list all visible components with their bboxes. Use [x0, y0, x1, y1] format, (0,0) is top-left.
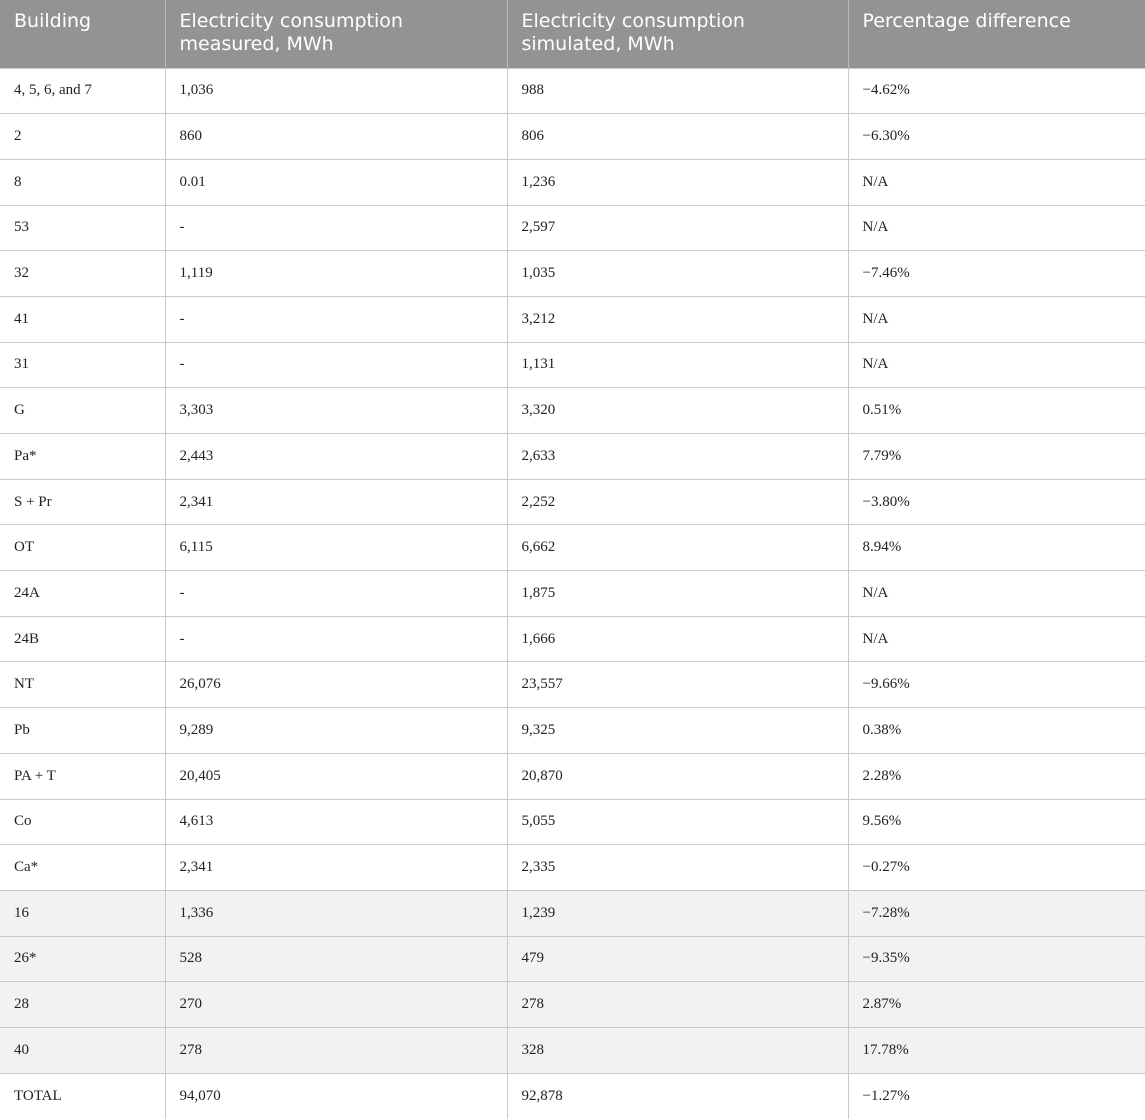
- cell-building: TOTAL: [0, 1073, 165, 1119]
- cell-building: PA + T: [0, 753, 165, 799]
- cell-percentage-difference: 7.79%: [848, 434, 1145, 480]
- table-row: [0, 251, 1145, 297]
- table-row: [0, 708, 1145, 754]
- cell-simulated: 1,239: [507, 890, 848, 936]
- table-row: [0, 890, 1145, 936]
- cell-building: 28: [0, 982, 165, 1028]
- cell-building: 53: [0, 205, 165, 251]
- cell-building: 31: [0, 342, 165, 388]
- cell-simulated: 1,875: [507, 571, 848, 617]
- cell-simulated: 6,662: [507, 525, 848, 571]
- table-row: [0, 342, 1145, 388]
- cell-simulated: 479: [507, 936, 848, 982]
- cell-percentage-difference: 17.78%: [848, 1027, 1145, 1073]
- cell-percentage-difference: −4.62%: [848, 68, 1145, 114]
- cell-measured: 1,336: [165, 890, 507, 936]
- table-row: [0, 388, 1145, 434]
- table-row: [0, 753, 1145, 799]
- cell-measured: 528: [165, 936, 507, 982]
- table-row: [0, 936, 1145, 982]
- cell-building: 26*: [0, 936, 165, 982]
- cell-building: Co: [0, 799, 165, 845]
- cell-measured: 0.01: [165, 159, 507, 205]
- table-row: [0, 114, 1145, 160]
- table-row: [0, 296, 1145, 342]
- cell-simulated: 988: [507, 68, 848, 114]
- cell-measured: -: [165, 616, 507, 662]
- cell-percentage-difference: N/A: [848, 159, 1145, 205]
- cell-percentage-difference: 9.56%: [848, 799, 1145, 845]
- cell-percentage-difference: 0.51%: [848, 388, 1145, 434]
- cell-measured: 26,076: [165, 662, 507, 708]
- header-percentage-difference: Percentage difference: [848, 0, 1145, 68]
- table-row: [0, 1027, 1145, 1073]
- cell-measured: -: [165, 205, 507, 251]
- table-row: [0, 571, 1145, 617]
- cell-percentage-difference: −3.80%: [848, 479, 1145, 525]
- cell-measured: -: [165, 296, 507, 342]
- cell-building: 2: [0, 114, 165, 160]
- cell-simulated: 3,212: [507, 296, 848, 342]
- cell-measured: 860: [165, 114, 507, 160]
- table-row: [0, 799, 1145, 845]
- table-row: [0, 434, 1145, 480]
- cell-measured: 6,115: [165, 525, 507, 571]
- cell-measured: 1,036: [165, 68, 507, 114]
- table-row: [0, 845, 1145, 891]
- cell-simulated: 2,597: [507, 205, 848, 251]
- cell-measured: 94,070: [165, 1073, 507, 1119]
- cell-percentage-difference: 0.38%: [848, 708, 1145, 754]
- cell-percentage-difference: −7.28%: [848, 890, 1145, 936]
- cell-percentage-difference: N/A: [848, 205, 1145, 251]
- table-row: [0, 1073, 1145, 1119]
- cell-simulated: 2,633: [507, 434, 848, 480]
- cell-percentage-difference: 2.28%: [848, 753, 1145, 799]
- table-body: [0, 68, 1145, 1119]
- cell-percentage-difference: 8.94%: [848, 525, 1145, 571]
- cell-percentage-difference: −7.46%: [848, 251, 1145, 297]
- cell-building: 24B: [0, 616, 165, 662]
- cell-simulated: 2,252: [507, 479, 848, 525]
- cell-simulated: 5,055: [507, 799, 848, 845]
- cell-building: NT: [0, 662, 165, 708]
- cell-measured: 20,405: [165, 753, 507, 799]
- cell-percentage-difference: N/A: [848, 296, 1145, 342]
- cell-measured: 2,341: [165, 479, 507, 525]
- table-row: [0, 525, 1145, 571]
- cell-percentage-difference: −1.27%: [848, 1073, 1145, 1119]
- cell-building: 24A: [0, 571, 165, 617]
- cell-building: 32: [0, 251, 165, 297]
- header-building: Building: [14, 10, 92, 32]
- cell-measured: 9,289: [165, 708, 507, 754]
- table-row: [0, 616, 1145, 662]
- header-row: [0, 0, 1145, 68]
- cell-measured: 1,119: [165, 251, 507, 297]
- header-simulated: Electricity consumption simulated, MWh: [507, 0, 848, 68]
- cell-building: Ca*: [0, 845, 165, 891]
- cell-simulated: 1,236: [507, 159, 848, 205]
- cell-simulated: 806: [507, 114, 848, 160]
- cell-building: 40: [0, 1027, 165, 1073]
- table-row: [0, 159, 1145, 205]
- table-row: [0, 205, 1145, 251]
- cell-building: 8: [0, 159, 165, 205]
- cell-simulated: 1,035: [507, 251, 848, 297]
- cell-measured: -: [165, 571, 507, 617]
- cell-measured: 270: [165, 982, 507, 1028]
- cell-measured: -: [165, 342, 507, 388]
- cell-measured: 4,613: [165, 799, 507, 845]
- cell-percentage-difference: −0.27%: [848, 845, 1145, 891]
- cell-percentage-difference: N/A: [848, 342, 1145, 388]
- cell-building: Pb: [0, 708, 165, 754]
- cell-simulated: 9,325: [507, 708, 848, 754]
- cell-building: 41: [0, 296, 165, 342]
- cell-measured: 3,303: [165, 388, 507, 434]
- table-row: [0, 479, 1145, 525]
- header-measured: Electricity consumption measured, MWh: [165, 0, 507, 68]
- cell-building: G: [0, 388, 165, 434]
- cell-simulated: 2,335: [507, 845, 848, 891]
- cell-building: 16: [0, 890, 165, 936]
- table-row: [0, 68, 1145, 114]
- cell-percentage-difference: −9.35%: [848, 936, 1145, 982]
- cell-simulated: 328: [507, 1027, 848, 1073]
- cell-building: OT: [0, 525, 165, 571]
- cell-measured: 2,443: [165, 434, 507, 480]
- table-header: [0, 0, 1145, 68]
- cell-simulated: 278: [507, 982, 848, 1028]
- table-row: [0, 662, 1145, 708]
- cell-percentage-difference: 2.87%: [848, 982, 1145, 1028]
- cell-simulated: 92,878: [507, 1073, 848, 1119]
- cell-building: Pa*: [0, 434, 165, 480]
- cell-percentage-difference: −6.30%: [848, 114, 1145, 160]
- cell-simulated: 20,870: [507, 753, 848, 799]
- cell-simulated: 1,666: [507, 616, 848, 662]
- cell-measured: 278: [165, 1027, 507, 1073]
- cell-building: S + Pr: [0, 479, 165, 525]
- cell-building: 4, 5, 6, and 7: [0, 68, 165, 114]
- cell-measured: 2,341: [165, 845, 507, 891]
- cell-simulated: 23,557: [507, 662, 848, 708]
- cell-percentage-difference: −9.66%: [848, 662, 1145, 708]
- table-row: [0, 982, 1145, 1028]
- cell-simulated: 1,131: [507, 342, 848, 388]
- cell-percentage-difference: N/A: [848, 616, 1145, 662]
- cell-simulated: 3,320: [507, 388, 848, 434]
- cell-percentage-difference: N/A: [848, 571, 1145, 617]
